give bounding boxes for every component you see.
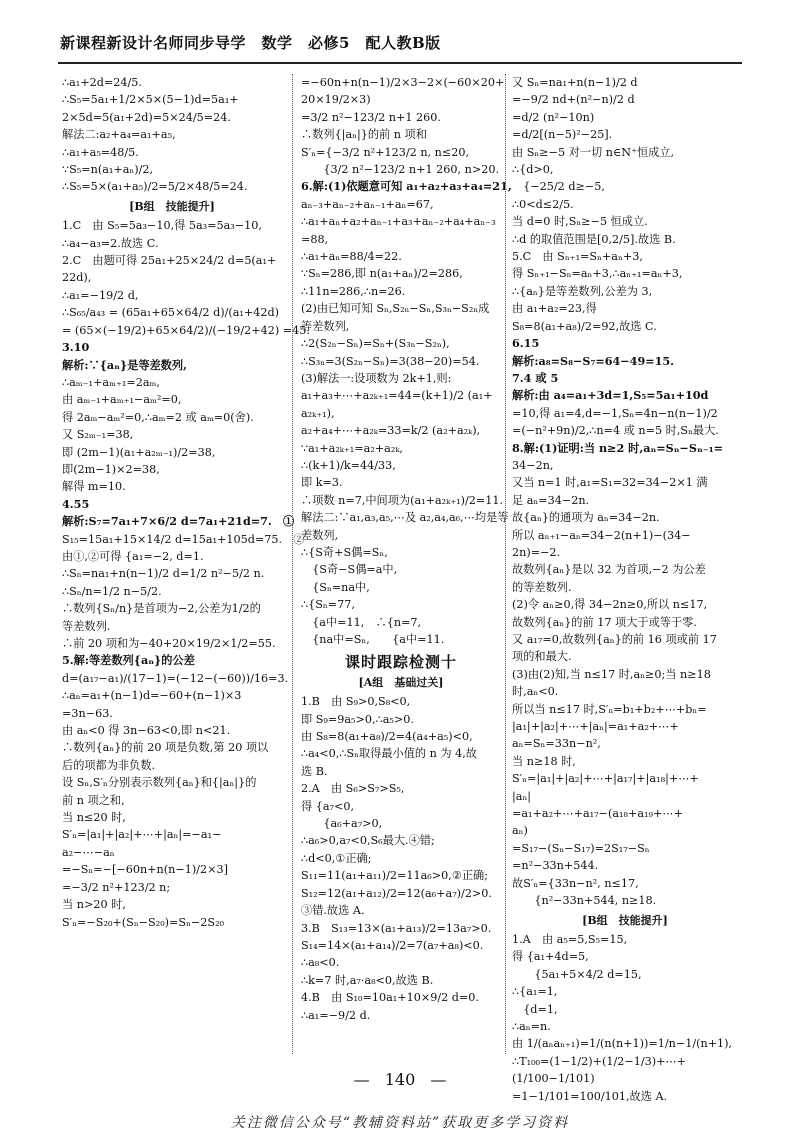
- text-line: 8.解:(1)证明:当 n≥2 时,aₙ=Sₙ−Sₙ₋₁=: [512, 440, 723, 455]
- text-line: =a₁+a₂+⋯+a₁₇−(a₁₈+a₁₉+⋯+: [512, 807, 683, 821]
- text-line: 解析:S₇=7a₁+7×6/2 d=7a₁+21d=7. ①: [62, 514, 295, 529]
- text-line: 4.55: [62, 496, 90, 511]
- text-line: ∴S₅=5a₁+1/2×5×(5−1)d=5a₁+: [62, 93, 239, 107]
- column-right: [512, 74, 738, 1103]
- column-left: [62, 74, 310, 1054]
- text-line: {a₆+a₇>0,: [301, 817, 383, 831]
- text-line: a₁+a₃+⋯+a₂ₖ₊₁=44=(k+1)/2 (a₁+: [301, 389, 493, 403]
- text-line: 又 Sₙ=na₁+n(n−1)/2 d: [512, 76, 638, 89]
- text-line: 得 Sₙ₊₁−Sₙ=aₙ+3,∴aₙ₊₁=aₙ+3,: [512, 267, 683, 281]
- text-line: ∴a₁+aₙ=88/4=22.: [301, 250, 402, 264]
- text-line: =−60n+n(n−1)/2×3−2×(−60×20+: [301, 76, 505, 89]
- text-line: {5a₁+5×4/2 d=15,: [512, 967, 642, 981]
- text-line: 前 n 项之和,: [62, 793, 125, 807]
- text-line: 故{aₙ}的通项为 aₙ=34−2n.: [512, 511, 660, 525]
- section-title: 课时跟踪检测十: [344, 653, 457, 672]
- text-line: 2.A 由 S₆>S₇>S₅,: [301, 782, 405, 796]
- text-line: ∴d<0,①正确;: [301, 851, 372, 865]
- text-line: 解法二:a₂+a₄=a₁+a₅,: [62, 128, 176, 142]
- text-line: =d/2 (n²−10n): [512, 110, 595, 124]
- text-line: 解析:a₈=S₈−S₇=64−49=15.: [512, 353, 675, 368]
- text-line: 解析:∵{aₙ}是等差数列,: [62, 357, 187, 372]
- text-line: 差数列,: [301, 528, 339, 542]
- text-line: a₂+a₄+⋯+a₂ₖ=33=k/2 (a₂+a₂ₖ),: [301, 424, 481, 438]
- text-line: ∴d 的取值范围是[0,2/5].故选 B.: [512, 232, 676, 246]
- text-line: 又 S₂ₘ₋₁=38,: [62, 428, 134, 442]
- text-line: a₂ₖ₊₁),: [301, 406, 335, 420]
- text-line: 故数列{aₙ}是以 32 为首项,−2 为公差: [512, 563, 706, 577]
- text-line: S₁₂=12(a₁+a₁₂)/2=12(a₆+a₇)/2>0.: [301, 886, 492, 900]
- text-line: 由 a₁+a₂=23,得: [512, 302, 597, 316]
- text-line: ∴a₁+aₙ+a₂+aₙ₋₁+a₃+aₙ₋₂+a₄+aₙ₋₃: [301, 215, 496, 229]
- text-line: {3/2 n²−123/2 n+1 260, n>20.: [301, 163, 500, 177]
- text-line: 由 S₈=8(a₁+a₈)/2=4(a₄+a₅)<0,: [301, 730, 473, 744]
- text-line: (3)解法一:设项数为 2k+1,则:: [301, 371, 452, 385]
- text-line: ∴项数 n=7,中间项为(a₁+a₂ₖ₊₁)/2=11.: [301, 493, 504, 507]
- text-line: 5.C 由 Sₙ₊₁=Sₙ+aₙ+3,: [512, 250, 643, 264]
- text-line: 后的项都为非负数.: [62, 758, 156, 772]
- text-line: =1−1/101=100/101,故选 A.: [512, 1089, 668, 1103]
- text-line: 当 n≥18 时,: [512, 754, 576, 768]
- text-line: ∴S₃ₙ=3(S₂ₙ−Sₙ)=3(38−20)=54.: [301, 354, 480, 368]
- text-line: 设 Sₙ,S′ₙ分别表示数列{aₙ}和{|aₙ|}的: [62, 776, 257, 790]
- text-line: 1.C 由 S₅=5a₃−10,得 5a₃=5a₃−10,: [62, 219, 262, 233]
- text-line: ∴Sₙ/n=1/2 n−5/2.: [62, 584, 162, 598]
- text-line: ∴S₆₅/a₄₃ = (65a₁+65×64/2 d)/(a₁+42d): [62, 306, 280, 320]
- text-line: |aₙ|: [512, 789, 532, 803]
- text-line: ∴a₁=−9/2 d.: [301, 1008, 371, 1022]
- text-line: 由 Sₙ≥−5 对一切 n∈N⁺恒成立,: [512, 145, 675, 159]
- text-line: 所以 aₙ₊₁−aₙ=34−2(n+1)−(34−: [512, 528, 691, 542]
- text-line: 7.4 或 5: [512, 370, 559, 385]
- text-line: 3.10: [62, 340, 90, 355]
- text-line: {d=1,: [512, 1002, 558, 1016]
- text-line: ∴2(S₂ₙ−Sₙ)=Sₙ+(S₃ₙ−S₂ₙ),: [301, 337, 450, 351]
- text-line: {na中=Sₙ, {a中=11.: [301, 633, 445, 646]
- text-line: (1/100−1/101): [512, 1072, 595, 1086]
- text-line: ∴数列{|aₙ|}的前 n 项和: [301, 128, 427, 142]
- text-line: 即 S₉=9a₅>0,∴a₅>0.: [301, 712, 414, 726]
- text-line: 1.B 由 S₉>0,S₈<0,: [301, 695, 411, 709]
- text-line: S′ₙ=|a₁|+|a₂|+⋯+|a₁₇|+|a₁₈|+⋯+: [512, 772, 699, 786]
- text-line: ∴{S奇+S偶=Sₙ,: [301, 545, 388, 559]
- text-line: {a中=11, ∴{n=7,: [301, 615, 422, 629]
- text-line: 5.解:等差数列{aₙ}的公差: [62, 653, 195, 668]
- text-line: 由 1/(aₙaₙ₊₁)=1/(n(n+1))=1/n−1/(n+1),: [512, 1037, 733, 1051]
- text-line: 所以当 n≤17 时,S′ₙ=b₁+b₂+⋯+bₙ=: [512, 702, 707, 716]
- text-line: =10,得 a₁=4,d=−1,Sₙ=4n−n(n−1)/2: [512, 406, 718, 420]
- text-line: 时,aₙ<0.: [512, 685, 559, 699]
- text-line: ∵a₁+a₂ₖ₊₁=a₂+a₂ₖ,: [301, 441, 403, 455]
- column-divider: [505, 74, 506, 1054]
- text-line: S′ₙ=|a₁|+|a₂|+⋯+|aₙ|=−a₁−: [62, 828, 222, 842]
- text-line: 解法二:∵a₁,a₃,a₅,⋯及 a₂,a₄,a₆,⋯均是等: [301, 511, 509, 525]
- text-line: (2)令 aₙ≥0,得 34−2n≥0,所以 n≤17,: [512, 598, 708, 612]
- text-line: |a₁|+|a₂|+⋯+|aₙ|=a₁+a₂+⋯+: [512, 720, 679, 734]
- text-line: 4.B 由 S₁₀=10a₁+10×9/2 d=0.: [301, 991, 479, 1005]
- text-line: ∴a₁+a₅=48/5.: [62, 145, 139, 159]
- text-line: ∴Sₙ=na₁+n(n−1)/2 d=1/2 n²−5/2 n.: [62, 567, 265, 581]
- text-line: 足 aₙ=34−2n.: [512, 493, 590, 507]
- text-line: ∴T₁₀₀=(1−1/2)+(1/2−1/3)+⋯+: [512, 1054, 687, 1068]
- text-line: 3.B S₁₃=13×(a₁+a₁₃)/2=13a₇>0.: [301, 921, 492, 935]
- text-line: =−3/2 n²+123/2 n;: [62, 880, 171, 894]
- text-line: 即(2m−1)×2=38,: [62, 462, 160, 476]
- text-line: S₁₁=11(a₁+a₁₁)/2=11a₆>0,②正确;: [301, 869, 489, 883]
- text-line: ∴{d>0,: [512, 163, 554, 177]
- text-line: ∴k=7 时,a₇·a₈<0,故选 B.: [301, 973, 434, 987]
- footer-note: 关注微信公众号“教辅资料站”获取更多学习资料: [230, 1115, 570, 1131]
- text-line: ∴前 20 项和为−40+20×19/2×1/2=55.: [62, 637, 276, 650]
- text-line: (3)由(2)知,当 n≤17 时,aₙ≥0;当 n≥18: [512, 667, 711, 681]
- group-banner: [A组 基础过关]: [358, 675, 444, 689]
- text-line: 得 2aₘ−aₘ²=0,∴aₘ=2 或 aₘ=0(舍).: [62, 410, 254, 424]
- text-line: d=(a₁₇−a₁)/(17−1)=(−12−(−60))/16=3.: [62, 671, 289, 685]
- text-line: S₁₅=15a₁+15×14/2 d=15a₁+105d=75. ②: [62, 532, 305, 546]
- text-line: aₙ=Sₙ=33n−n²,: [512, 737, 601, 751]
- text-line: S₁₄=14×(a₁+a₁₄)/2=7(a₇+a₈)<0.: [301, 938, 484, 952]
- text-line: 又当 n=1 时,a₁=S₁=32=34−2×1 满: [512, 476, 708, 490]
- text-line: =−Sₙ=−[−60n+n(n−1)/2×3]: [62, 863, 228, 877]
- group-banner: [B组 技能提升]: [129, 199, 215, 213]
- text-line: (2)由已知可知 Sₙ,S₂ₙ−Sₙ,S₃ₙ−S₂ₙ成: [301, 302, 490, 316]
- text-line: ∴a₆>0,a₇<0,S₆最大.④错;: [301, 834, 435, 848]
- text-line: ∴a₄<0,∴Sₙ取得最小值的 n 为 4,故: [301, 747, 477, 761]
- header-rule: [58, 62, 742, 64]
- text-line: S′ₙ={−3/2 n²+123/2 n, n≤20,: [301, 145, 470, 159]
- text-line: 6.15: [512, 336, 540, 351]
- text-line: ∴a₈<0.: [301, 956, 340, 970]
- text-line: 得 {a₇<0,: [301, 799, 355, 813]
- text-line: ∴数列{aₙ}的前 20 项是负数,第 20 项以: [62, 741, 269, 755]
- text-line: ③错.故选 A.: [301, 904, 365, 918]
- text-line: ∴aₘ₋₁+aₘ₊₁=2aₘ,: [62, 375, 160, 389]
- text-line: 故S′ₙ={33n−n², n≤17,: [512, 876, 639, 890]
- text-line: 20×19/2×3): [301, 93, 371, 107]
- text-line: S′ₙ=−S₂₀+(Sₙ−S₂₀)=Sₙ−2S₂₀: [62, 915, 225, 929]
- text-line: ∵Sₙ=286,即 n(a₁+aₙ)/2=286,: [301, 267, 463, 281]
- text-line: ∴{a₁=1,: [512, 985, 558, 999]
- text-line: =−9/2 nd+(n²−n)/2 d: [512, 93, 635, 107]
- text-line: ∵S₅=n(a₁+aₙ)/2,: [62, 163, 154, 177]
- text-line: 解析:由 a₄=a₁+3d=1,S₅=5a₁+10d: [512, 388, 709, 403]
- text-line: 2×5d=5(a₁+2d)=5×24/5=24.: [62, 110, 231, 124]
- text-line: ∴11n=286,∴n=26.: [301, 284, 406, 298]
- text-line: {Sₙ=na中,: [301, 580, 370, 594]
- text-line: {n²−33n+544, n≥18.: [512, 894, 657, 908]
- text-line: 得 {a₁+4d=5,: [512, 950, 589, 964]
- text-line: 等差数列.: [62, 619, 111, 633]
- text-line: 的等差数列.: [512, 580, 572, 594]
- text-line: = (65×(−19/2)+65×64/2)/(−19/2+42) =45.: [62, 323, 310, 337]
- text-line: ∴aₙ=a₁+(n−1)d=−60+(n−1)×3: [62, 689, 242, 703]
- text-line: ∴S₅=5×(a₁+a₅)/2=5/2×48/5=24.: [62, 180, 248, 194]
- text-line: ∴(k+1)/k=44/33,: [301, 458, 396, 472]
- text-line: 故数列{aₙ}的前 17 项大于或等于零.: [512, 615, 697, 629]
- text-line: =3n−63.: [62, 706, 113, 720]
- text-line: 选 B.: [301, 764, 328, 778]
- group-banner: [B组 技能提升]: [582, 913, 668, 927]
- text-line: 由 aₘ₋₁+aₘ₊₁−aₘ²=0,: [62, 393, 182, 407]
- page-header: 新课程新设计名师同步导学 数学 必修5 配人教B版: [60, 34, 441, 52]
- column-middle: [301, 74, 512, 1054]
- text-line: 当 n≤20 时,: [62, 811, 126, 825]
- text-line: 22d),: [62, 271, 92, 285]
- text-line: 当 d=0 时,Sₙ≥−5 恒成立.: [512, 215, 648, 229]
- text-line: ∴aₙ=n.: [512, 1019, 551, 1033]
- text-line: =n²−33n+544.: [512, 859, 599, 873]
- text-line: 由 aₙ<0 得 3n−63<0,即 n<21.: [62, 724, 231, 738]
- text-line: 6.解:(1)依题意可知 a₁+a₂+a₃+a₄=21,: [301, 179, 512, 194]
- text-line: 1.A 由 a₅=5,S₅=15,: [512, 932, 628, 946]
- text-line: 2.C 由题可得 25a₁+25×24/2 d=5(a₁+: [62, 254, 277, 268]
- text-line: ∴数列{Sₙ/n}是首项为−2,公差为1/2的: [62, 602, 261, 616]
- text-line: 当 n>20 时,: [62, 898, 126, 912]
- text-line: ∴a₁+2d=24/5.: [62, 76, 142, 89]
- text-line: S₈=8(a₁+a₈)/2=92,故选 C.: [512, 319, 657, 333]
- text-line: 2n)=−2.: [512, 545, 561, 559]
- text-line: ∴a₄−a₃=2.故选 C.: [62, 236, 159, 250]
- text-line: 即 k=3.: [301, 476, 343, 490]
- text-line: ∴{Sₙ=77,: [301, 598, 355, 612]
- text-line: 34−2n,: [512, 458, 554, 472]
- text-line: 解得 m=10.: [62, 480, 126, 494]
- text-line: {−25/2 d≥−5,: [512, 180, 605, 194]
- text-line: =(−n²+9n)/2,∴n=4 或 n=5 时,Sₙ最大.: [512, 424, 719, 438]
- text-line: aₙ₋₃+aₙ₋₂+aₙ₋₁+aₙ=67,: [301, 197, 434, 211]
- text-line: =88,: [301, 232, 329, 246]
- text-line: a₂−⋯−aₙ: [62, 845, 115, 859]
- text-line: ∴0<d≤2/5.: [512, 197, 574, 211]
- text-line: =S₁₇−(Sₙ−S₁₇)=2S₁₇−Sₙ: [512, 841, 650, 855]
- text-line: =d/2[(n−5)²−25].: [512, 128, 613, 142]
- text-line: aₙ): [512, 824, 528, 838]
- page-number: — 140 —: [353, 1070, 447, 1089]
- text-line: 又 a₁₇=0,故数列{aₙ}的前 16 项或前 17: [512, 633, 717, 646]
- column-divider: [292, 74, 293, 1054]
- text-line: 即 (2m−1)(a₁+a₂ₘ₋₁)/2=38,: [62, 445, 216, 459]
- text-line: ∴a₁=−19/2 d,: [62, 288, 139, 302]
- text-line: =3/2 n²−123/2 n+1 260.: [301, 110, 441, 124]
- text-line: {S奇−S偶=a中,: [301, 563, 398, 577]
- text-line: 项的和最大.: [512, 650, 572, 664]
- text-line: 等差数列,: [301, 319, 350, 333]
- text-line: 由①,②可得 {a₁=−2, d=1.: [62, 549, 204, 563]
- text-line: ∴{aₙ}是等差数列,公差为 3,: [512, 284, 653, 298]
